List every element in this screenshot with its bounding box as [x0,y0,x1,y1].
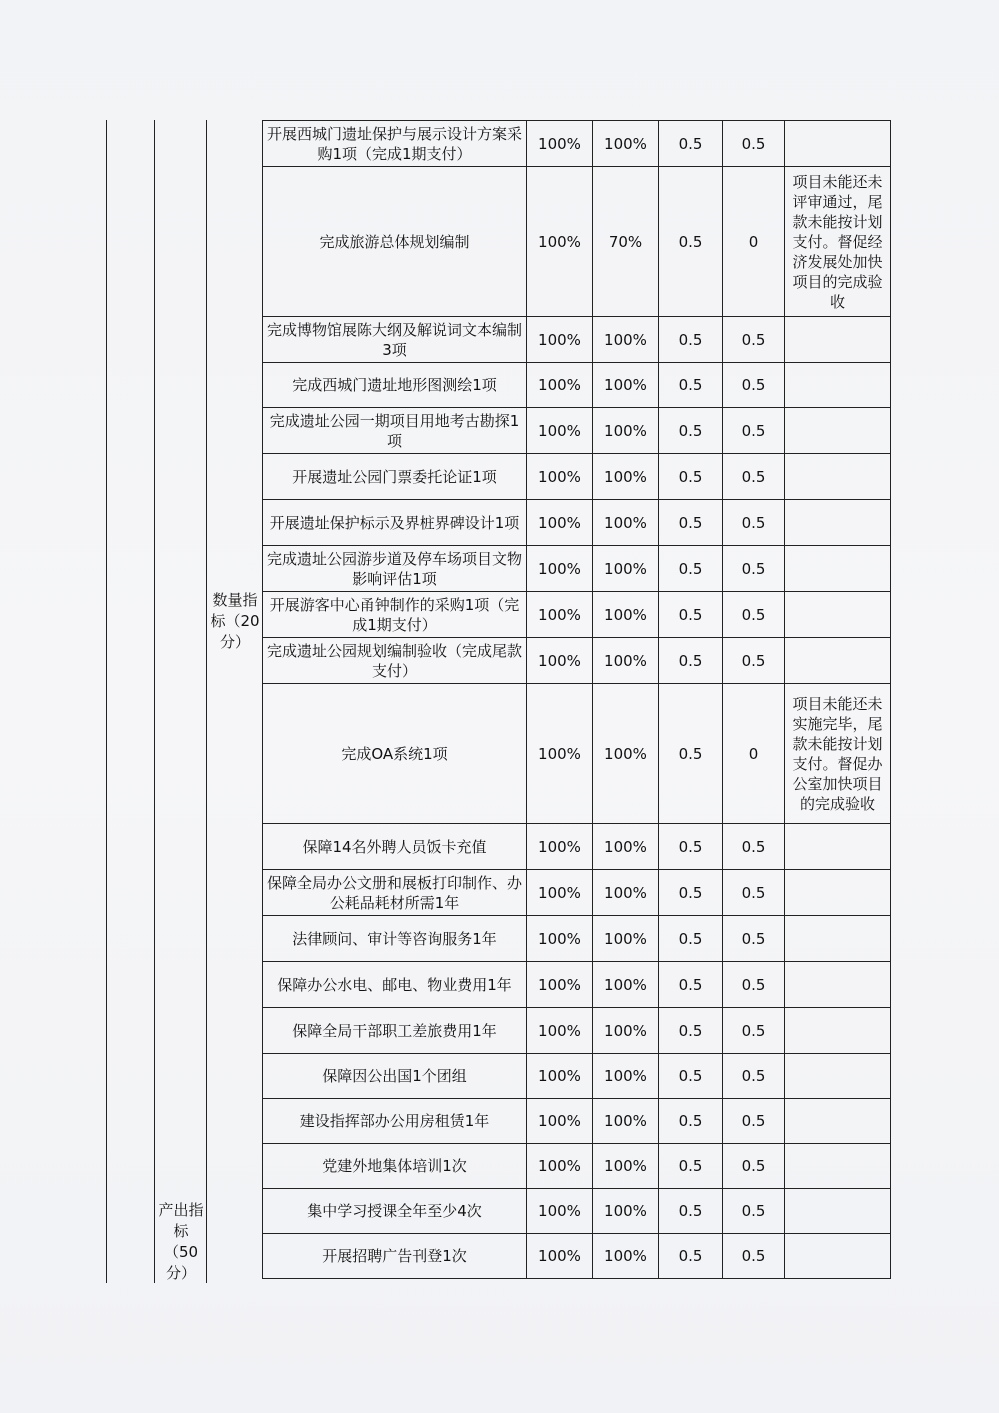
score-value: 0.5 [723,638,785,684]
indicator-name: 开展游客中心甬钟制作的采购1项（完成1期支付） [263,592,527,638]
note-cell [785,317,891,363]
performance-table [262,120,891,1279]
actual-value: 100% [593,1189,659,1234]
weight-value: 0.5 [659,824,723,870]
actual-value: 100% [593,454,659,500]
target-value: 100% [527,363,593,408]
weight-value: 0.5 [659,638,723,684]
target-value: 100% [527,454,593,500]
weight-value: 0.5 [659,684,723,824]
note-cell [785,363,891,408]
actual-value: 100% [593,500,659,546]
table-row [263,121,891,167]
note-cell: 项目未能还未实施完毕，尾款未能按计划支付。督促办公室加快项目的完成验收 [785,684,891,824]
weight-value: 0.5 [659,546,723,592]
weight-value: 0.5 [659,1234,723,1279]
actual-value: 100% [593,684,659,824]
category-output-text: 产出指标（50分） [158,1201,204,1282]
score-value: 0.5 [723,454,785,500]
score-value: 0 [723,684,785,824]
indicator-name: 开展遗址公园门票委托论证1项 [263,454,527,500]
table-row [263,962,891,1008]
score-value: 0.5 [723,1099,785,1144]
indicator-name: 完成旅游总体规划编制 [263,167,527,317]
indicator-name: 保障因公出国1个团组 [263,1054,527,1099]
target-value: 100% [527,121,593,167]
weight-value: 0.5 [659,916,723,962]
actual-value: 100% [593,916,659,962]
target-value: 100% [527,317,593,363]
weight-value: 0.5 [659,363,723,408]
table-row [263,408,891,454]
table-row [263,500,891,546]
note-cell [785,962,891,1008]
indicator-name: 完成遗址公园规划编制验收（完成尾款支付） [263,638,527,684]
score-value: 0.5 [723,317,785,363]
indicator-name: 保障办公水电、邮电、物业费用1年 [263,962,527,1008]
note-cell [785,121,891,167]
target-value: 100% [527,824,593,870]
category-quantity-label [208,590,262,653]
table-row [263,1144,891,1189]
actual-value: 100% [593,824,659,870]
score-value: 0.5 [723,500,785,546]
score-value: 0.5 [723,408,785,454]
table-row [263,1054,891,1099]
target-value: 100% [527,684,593,824]
table-row [263,1189,891,1234]
table-row [263,317,891,363]
actual-value: 100% [593,638,659,684]
category-quantity-text: 数量指标（20分） [210,591,260,651]
actual-value: 100% [593,962,659,1008]
table-row [263,1099,891,1144]
target-value: 100% [527,546,593,592]
target-value: 100% [527,962,593,1008]
table-body [263,121,891,1279]
table-row [263,824,891,870]
target-value: 100% [527,870,593,916]
actual-value: 100% [593,317,659,363]
score-value: 0.5 [723,592,785,638]
note-cell [785,916,891,962]
actual-value: 100% [593,1054,659,1099]
target-value: 100% [527,408,593,454]
target-value: 100% [527,1054,593,1099]
actual-value: 100% [593,870,659,916]
weight-value: 0.5 [659,1189,723,1234]
note-cell [785,638,891,684]
indicator-name: 保障全局办公文册和展板打印制作、办公耗品耗材所需1年 [263,870,527,916]
actual-value: 100% [593,1144,659,1189]
table-row [263,916,891,962]
indicator-name: 建设指挥部办公用房租赁1年 [263,1099,527,1144]
column-line-2 [154,120,155,1283]
column-line-3 [206,120,207,1283]
table-row [263,638,891,684]
weight-value: 0.5 [659,500,723,546]
note-cell [785,824,891,870]
indicator-name: 开展遗址保护标示及界桩界碑设计1项 [263,500,527,546]
target-value: 100% [527,167,593,317]
note-cell [785,454,891,500]
weight-value: 0.5 [659,592,723,638]
note-cell [785,1008,891,1054]
score-value: 0.5 [723,824,785,870]
score-value: 0.5 [723,546,785,592]
category-output-label [158,1200,204,1284]
target-value: 100% [527,1144,593,1189]
score-value: 0.5 [723,916,785,962]
target-value: 100% [527,500,593,546]
table-row [263,454,891,500]
target-value: 100% [527,1099,593,1144]
actual-value: 100% [593,592,659,638]
column-line-1 [106,120,107,1283]
weight-value: 0.5 [659,454,723,500]
weight-value: 0.5 [659,1144,723,1189]
note-cell [785,546,891,592]
weight-value: 0.5 [659,962,723,1008]
table-row [263,1008,891,1054]
actual-value: 100% [593,1008,659,1054]
indicator-name: 开展西城门遗址保护与展示设计方案采购1项（完成1期支付） [263,121,527,167]
score-value: 0.5 [723,870,785,916]
note-cell [785,870,891,916]
note-cell [785,500,891,546]
indicator-name: 开展招聘广告刊登1次 [263,1234,527,1279]
score-value: 0 [723,167,785,317]
note-cell [785,1144,891,1189]
indicator-name: 党建外地集体培训1次 [263,1144,527,1189]
indicator-name: 保障14名外聘人员饭卡充值 [263,824,527,870]
weight-value: 0.5 [659,1008,723,1054]
note-cell [785,408,891,454]
note-cell [785,1099,891,1144]
target-value: 100% [527,638,593,684]
weight-value: 0.5 [659,167,723,317]
weight-value: 0.5 [659,1099,723,1144]
target-value: 100% [527,1234,593,1279]
target-value: 100% [527,592,593,638]
weight-value: 0.5 [659,1054,723,1099]
table-row [263,167,891,317]
actual-value: 70% [593,167,659,317]
note-cell [785,592,891,638]
actual-value: 100% [593,121,659,167]
table-row [263,546,891,592]
score-value: 0.5 [723,1054,785,1099]
indicator-name: 法律顾问、审计等咨询服务1年 [263,916,527,962]
weight-value: 0.5 [659,408,723,454]
table-row [263,592,891,638]
note-cell [785,1189,891,1234]
table-row [263,1234,891,1279]
table-row [263,684,891,824]
indicator-name: 完成遗址公园一期项目用地考古勘探1项 [263,408,527,454]
score-value: 0.5 [723,1144,785,1189]
target-value: 100% [527,1008,593,1054]
weight-value: 0.5 [659,121,723,167]
actual-value: 100% [593,408,659,454]
indicator-name: 完成西城门遗址地形图测绘1项 [263,363,527,408]
weight-value: 0.5 [659,870,723,916]
note-cell [785,1054,891,1099]
indicator-name: 保障全局干部职工差旅费用1年 [263,1008,527,1054]
indicator-name: 完成博物馆展陈大纲及解说词文本编制3项 [263,317,527,363]
indicator-name: 完成遗址公园游步道及停车场项目文物影响评估1项 [263,546,527,592]
indicator-name: 集中学习授课全年至少4次 [263,1189,527,1234]
target-value: 100% [527,916,593,962]
target-value: 100% [527,1189,593,1234]
note-cell [785,1234,891,1279]
actual-value: 100% [593,1234,659,1279]
score-value: 0.5 [723,363,785,408]
score-value: 0.5 [723,962,785,1008]
score-value: 0.5 [723,1189,785,1234]
actual-value: 100% [593,1099,659,1144]
score-value: 0.5 [723,1234,785,1279]
score-value: 0.5 [723,121,785,167]
note-cell: 项目未能还未评审通过，尾款未能按计划支付。督促经济发展处加快项目的完成验收 [785,167,891,317]
table-row [263,870,891,916]
table-row [263,363,891,408]
actual-value: 100% [593,363,659,408]
weight-value: 0.5 [659,317,723,363]
indicator-name: 完成OA系统1项 [263,684,527,824]
actual-value: 100% [593,546,659,592]
score-value: 0.5 [723,1008,785,1054]
